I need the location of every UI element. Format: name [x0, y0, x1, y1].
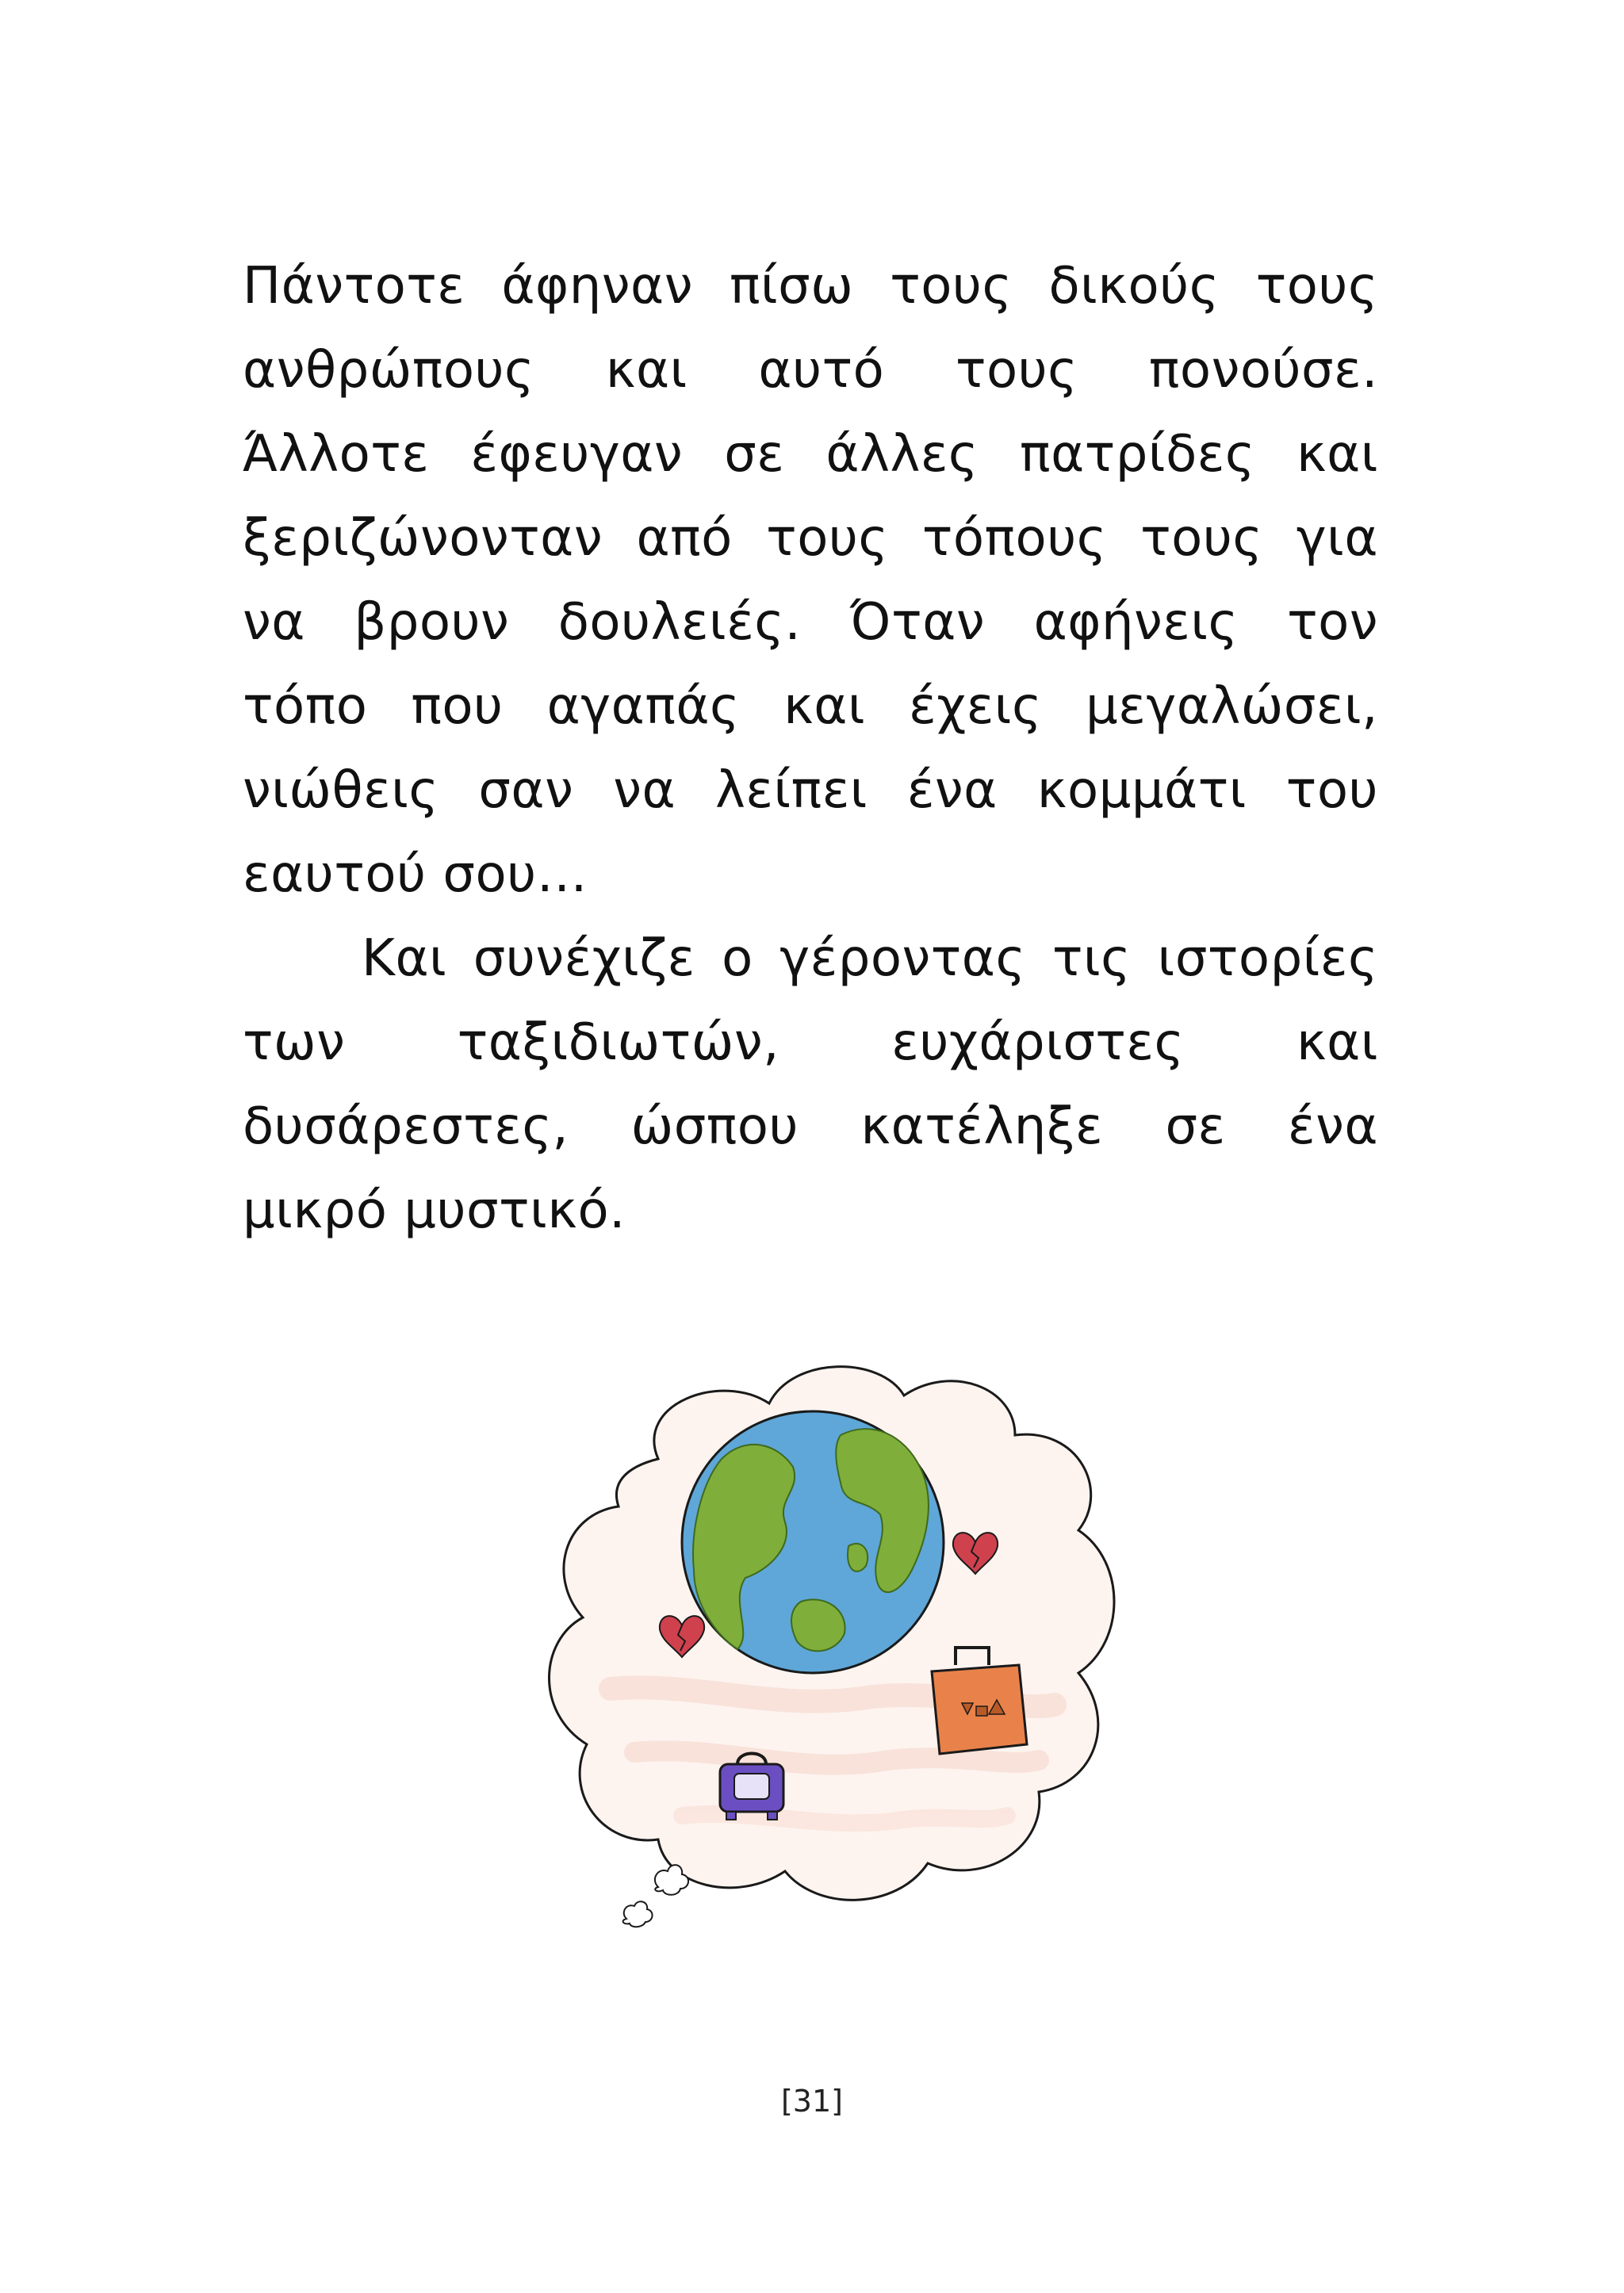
paragraph-1-line-4: ξεριζώνονταν από τους τόπους τους για [243, 509, 1378, 568]
paragraph-2-line-1: Και συνέχιζε ο γέροντας τις ιστορίες [362, 929, 1378, 988]
earth-globe-icon [682, 1411, 944, 1673]
paragraph-1-line-7: νιώθεις σαν να λείπει ένα κομμάτι του [243, 761, 1378, 820]
small-clouds-icon [623, 1865, 688, 1927]
paragraph-1-line-1: Πάντοτε άφηναν πίσω τους δικούς τους [243, 257, 1378, 316]
paragraph-1-line-5: να βρουν δουλειές. Όταν αφήνεις τον [243, 593, 1378, 652]
paragraph-2-line-4: μικρό μυστικό. [243, 1181, 626, 1240]
story-text [243, 244, 1378, 1253]
paragraph-1-line-3: Άλλοτε έφευγαν σε άλλες πατρίδες και [243, 425, 1378, 484]
paragraph-2-line-3: δυσάρεστες, ώσπου κατέληξε σε ένα [243, 1097, 1378, 1156]
paragraph-2-line-2: των ταξιδιωτών, ευχάριστες και [243, 1013, 1378, 1072]
bag-icon [720, 1754, 783, 1820]
paragraph-1-line-6: τόπο που αγαπάς και έχεις μεγαλώσει, [243, 677, 1378, 736]
paragraph-1-line-2: ανθρώπους και αυτό τους πονούσε. [243, 341, 1378, 400]
paragraph-1-line-8: εαυτού σου… [243, 845, 588, 904]
page-number: [31] [780, 2084, 843, 2119]
thought-cloud-illustration [539, 1340, 1158, 1943]
